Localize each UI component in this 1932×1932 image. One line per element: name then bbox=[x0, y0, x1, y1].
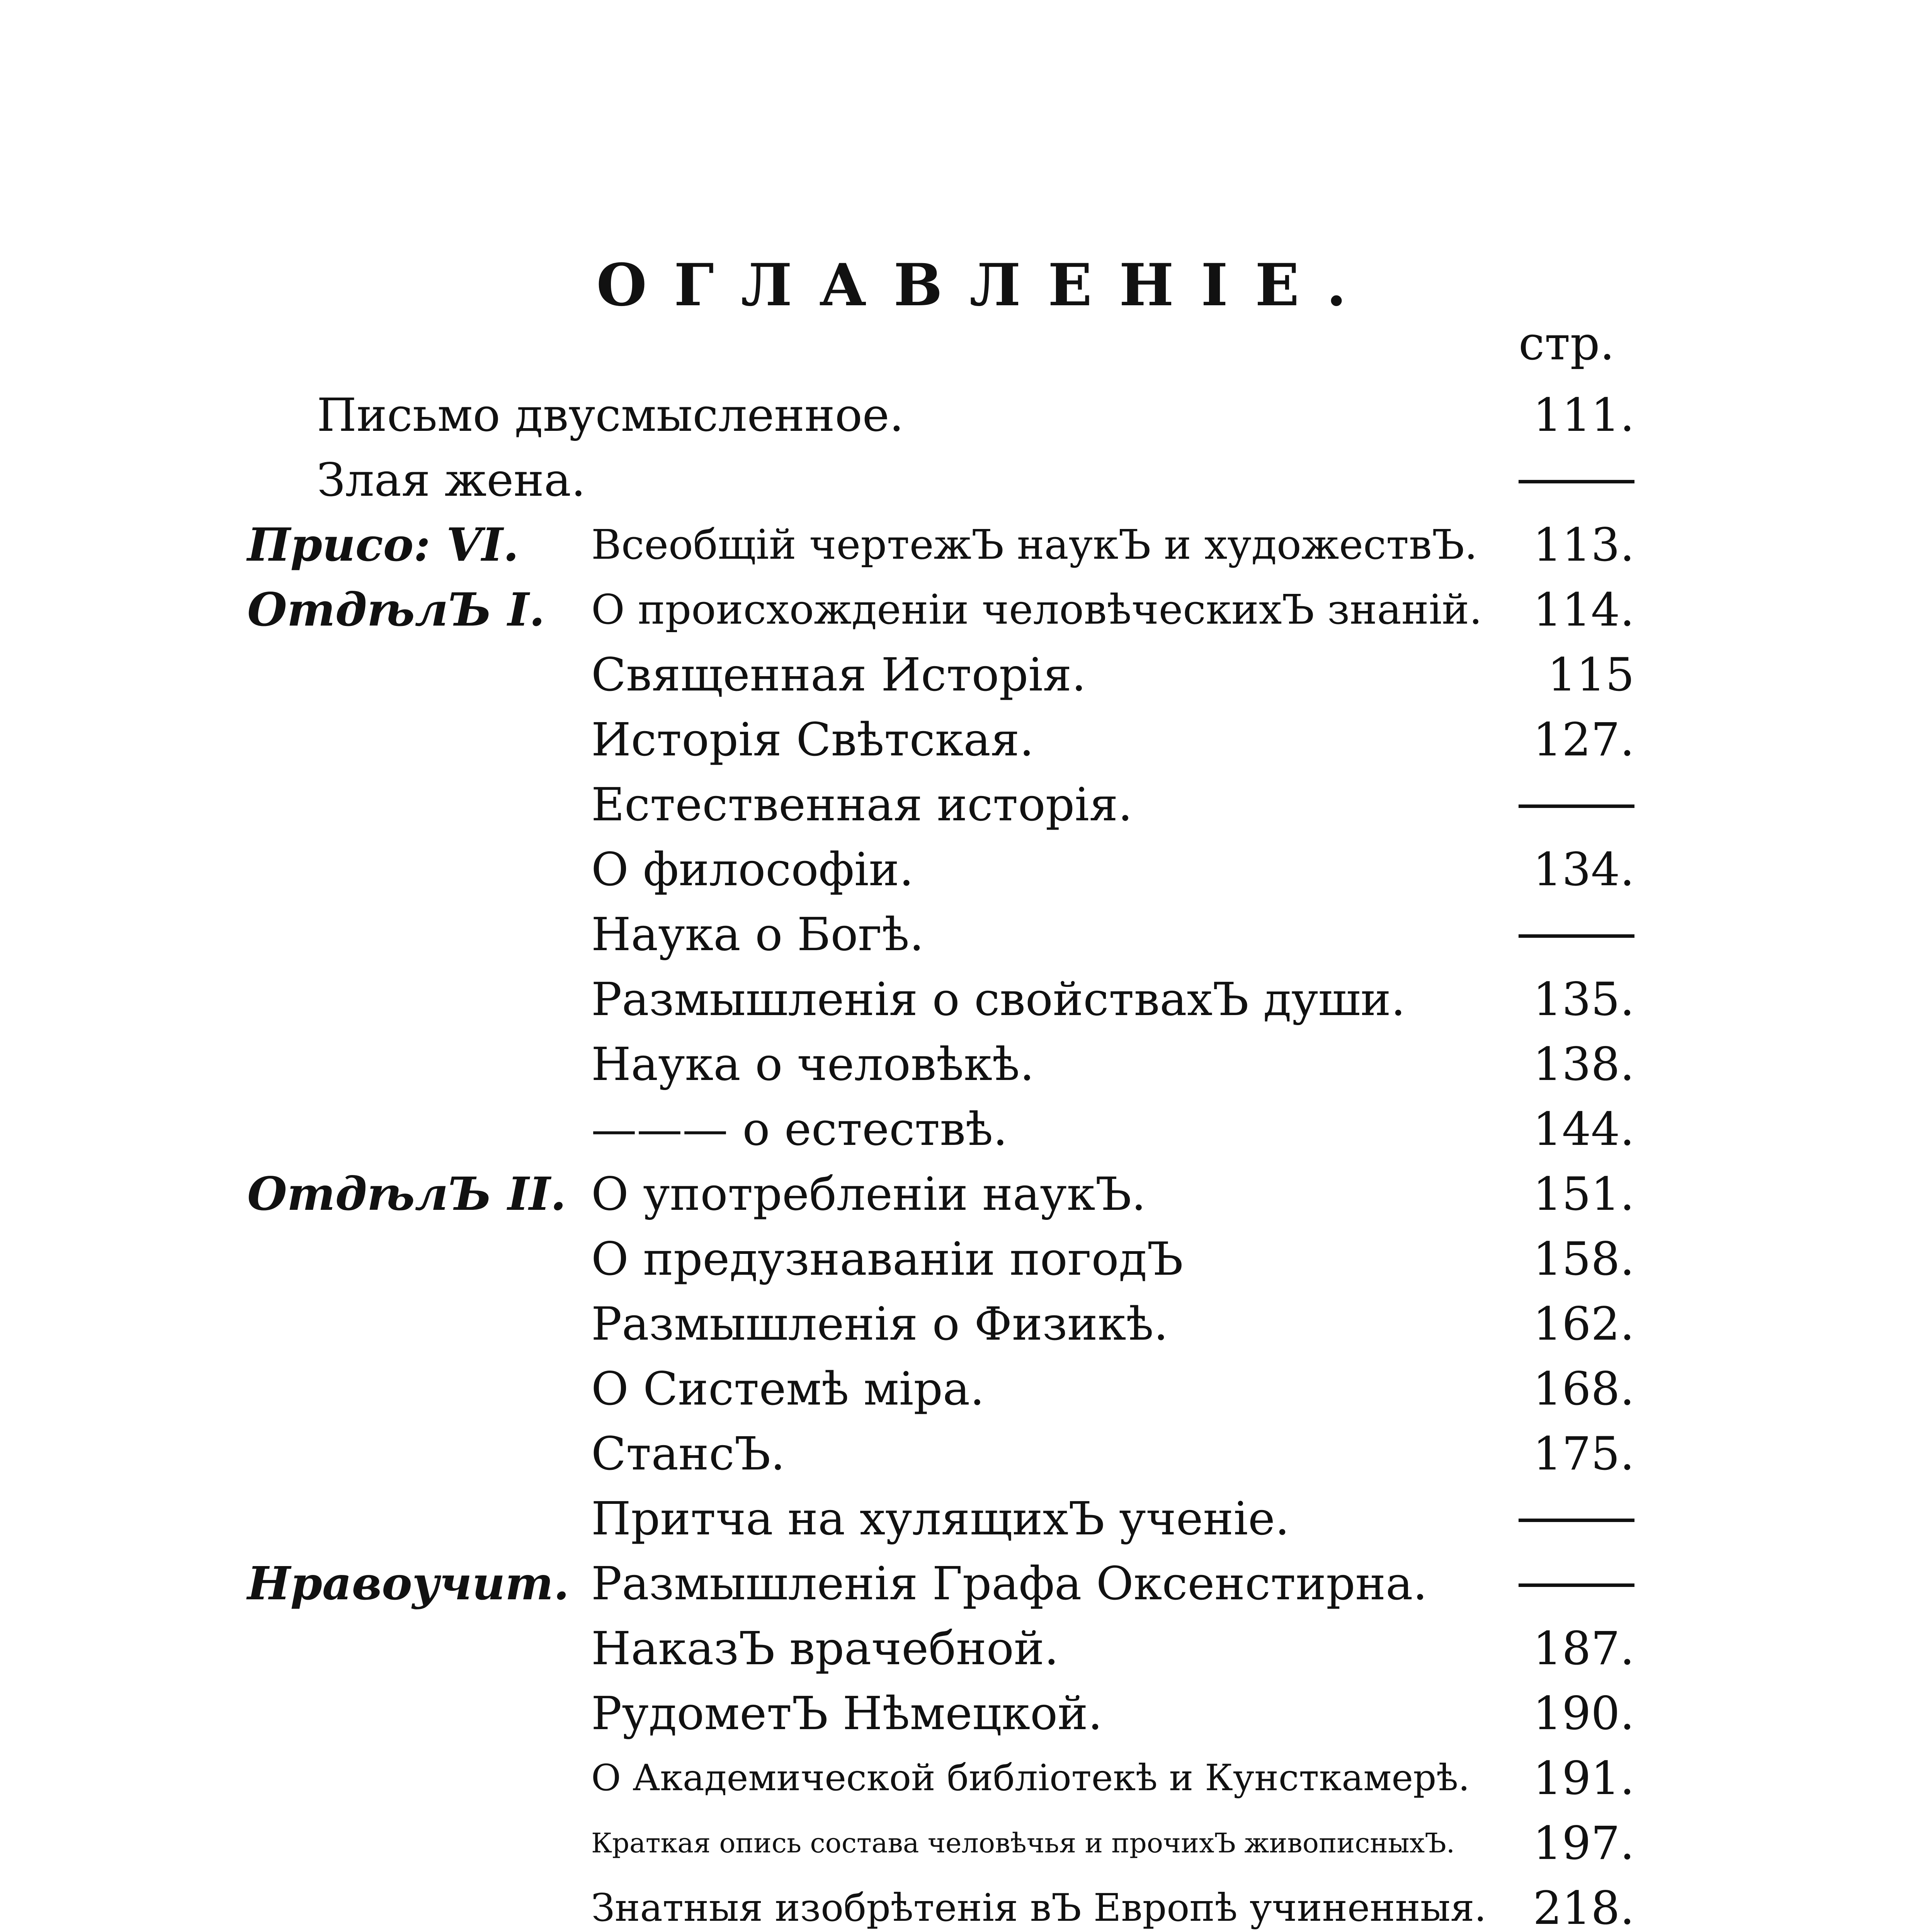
toc-section-label: ОтдѣлЪ I. bbox=[247, 583, 545, 636]
toc-entry-title: О употребленіи наукЪ. bbox=[591, 1167, 1146, 1221]
toc-entry bbox=[0, 1811, 1932, 1876]
toc-entry bbox=[0, 967, 1932, 1032]
page-column-header: стр. bbox=[1519, 317, 1615, 371]
toc-section-label: ОтдѣлЪ II. bbox=[247, 1167, 566, 1221]
toc-entry bbox=[0, 512, 1932, 577]
toc-entry bbox=[0, 1032, 1932, 1097]
toc-entry bbox=[0, 1551, 1932, 1616]
toc-entry-title: О Академической библіотекѣ и Кунсткамерѣ. bbox=[591, 1757, 1470, 1799]
toc-entry bbox=[0, 1421, 1932, 1486]
toc-entry-page: 168. bbox=[1533, 1362, 1634, 1415]
toc-entry-title: Священная Исторія. bbox=[591, 648, 1086, 701]
toc-entry bbox=[0, 642, 1932, 707]
toc-entry bbox=[0, 1486, 1932, 1551]
toc-entry-page: 175. bbox=[1533, 1427, 1634, 1480]
toc-entry-title: Исторія Свѣтская. bbox=[591, 713, 1034, 766]
toc-entry-same-page-dash bbox=[1519, 1583, 1634, 1587]
toc-entry-page: 191. bbox=[1533, 1752, 1634, 1805]
toc-entry bbox=[0, 1746, 1932, 1811]
toc-entry-same-page-dash bbox=[1519, 480, 1634, 483]
page-title: ОГЛАВЛЕНІЕ. bbox=[596, 251, 1374, 319]
toc-entry bbox=[0, 837, 1932, 902]
toc-entry bbox=[0, 1876, 1932, 1932]
toc-entry-title: НаказЪ врачебной. bbox=[591, 1622, 1059, 1675]
toc-entry-page: 134. bbox=[1533, 843, 1634, 896]
toc-entry-title: Размышленія о свойствахЪ души. bbox=[591, 973, 1406, 1026]
toc-entry bbox=[0, 1681, 1932, 1746]
toc-entry-page: 162. bbox=[1533, 1297, 1634, 1350]
toc-entry-title: ——— о естествѣ. bbox=[591, 1102, 1008, 1156]
toc-entry-page: 113. bbox=[1533, 518, 1634, 571]
toc-entry bbox=[0, 1097, 1932, 1162]
toc-entry-title: СтансЪ. bbox=[591, 1427, 785, 1480]
toc-entry-title: РудометЪ Нѣмецкой. bbox=[591, 1687, 1103, 1740]
toc-entry bbox=[0, 1226, 1932, 1291]
toc-entry bbox=[0, 902, 1932, 967]
toc-entry-title: О Системѣ міра. bbox=[591, 1362, 985, 1415]
toc-section-label: Присо: VI. bbox=[247, 518, 519, 571]
toc-entry-title: Притча на хулящихЪ ученіе. bbox=[591, 1492, 1290, 1545]
toc-entry-page: 151. bbox=[1533, 1167, 1634, 1221]
toc-entry-title: Знатныя изобрѣтенія вЪ Европѣ учиненныя. bbox=[591, 1886, 1486, 1930]
toc-section-label: Нравоучит. bbox=[247, 1556, 570, 1610]
toc-entry-title: Наука о Богѣ. bbox=[591, 908, 924, 961]
toc-entry bbox=[0, 383, 1932, 447]
toc-entry-title: О философіи. bbox=[591, 843, 914, 896]
toc-entry bbox=[0, 1616, 1932, 1681]
toc-entry-title: Естественная исторія. bbox=[591, 778, 1133, 831]
toc-entry bbox=[0, 447, 1932, 512]
toc-entry-same-page-dash bbox=[1519, 934, 1634, 938]
table-of-contents bbox=[0, 383, 1932, 1932]
toc-entry-page: 115 bbox=[1547, 648, 1634, 701]
toc-entry-title: Размышленія Графа Оксенстирна. bbox=[591, 1557, 1427, 1610]
toc-entry-page: 127. bbox=[1533, 713, 1634, 766]
toc-entry-title: Злая жена. bbox=[317, 453, 586, 507]
toc-entry-page: 190. bbox=[1533, 1687, 1634, 1740]
toc-entry-page: 114. bbox=[1533, 583, 1634, 636]
toc-entry bbox=[0, 707, 1932, 772]
toc-entry-title: Краткая опись состава человѣчья и прочихЪ живописныхЪ. bbox=[591, 1827, 1455, 1859]
toc-entry bbox=[0, 1291, 1932, 1356]
toc-entry-page: 138. bbox=[1533, 1037, 1634, 1091]
toc-entry bbox=[0, 1162, 1932, 1226]
toc-entry-page: 144. bbox=[1533, 1102, 1634, 1156]
toc-entry-title: О предузнаваніи погодЪ bbox=[591, 1232, 1183, 1286]
toc-entry-page: 218. bbox=[1533, 1881, 1634, 1932]
toc-entry-same-page-dash bbox=[1519, 1519, 1634, 1522]
toc-entry-page: 187. bbox=[1533, 1622, 1634, 1675]
toc-entry-title: Наука о человѣкѣ. bbox=[591, 1037, 1034, 1091]
toc-entry bbox=[0, 1356, 1932, 1421]
toc-entry-title: О происхожденіи человѣческихЪ знаній. bbox=[591, 586, 1482, 633]
toc-entry-page: 135. bbox=[1533, 973, 1634, 1026]
toc-entry bbox=[0, 577, 1932, 642]
toc-entry-title: Письмо двусмысленное. bbox=[317, 388, 904, 442]
toc-entry-same-page-dash bbox=[1519, 804, 1634, 808]
toc-entry-title: Размышленія о Физикѣ. bbox=[591, 1297, 1168, 1350]
toc-entry-page: 197. bbox=[1533, 1816, 1634, 1870]
toc-entry-page: 111. bbox=[1533, 388, 1634, 442]
toc-entry bbox=[0, 772, 1932, 837]
toc-entry-title: Всеобщій чертежЪ наукЪ и художествЪ. bbox=[591, 521, 1478, 568]
toc-entry-page: 158. bbox=[1533, 1232, 1634, 1286]
